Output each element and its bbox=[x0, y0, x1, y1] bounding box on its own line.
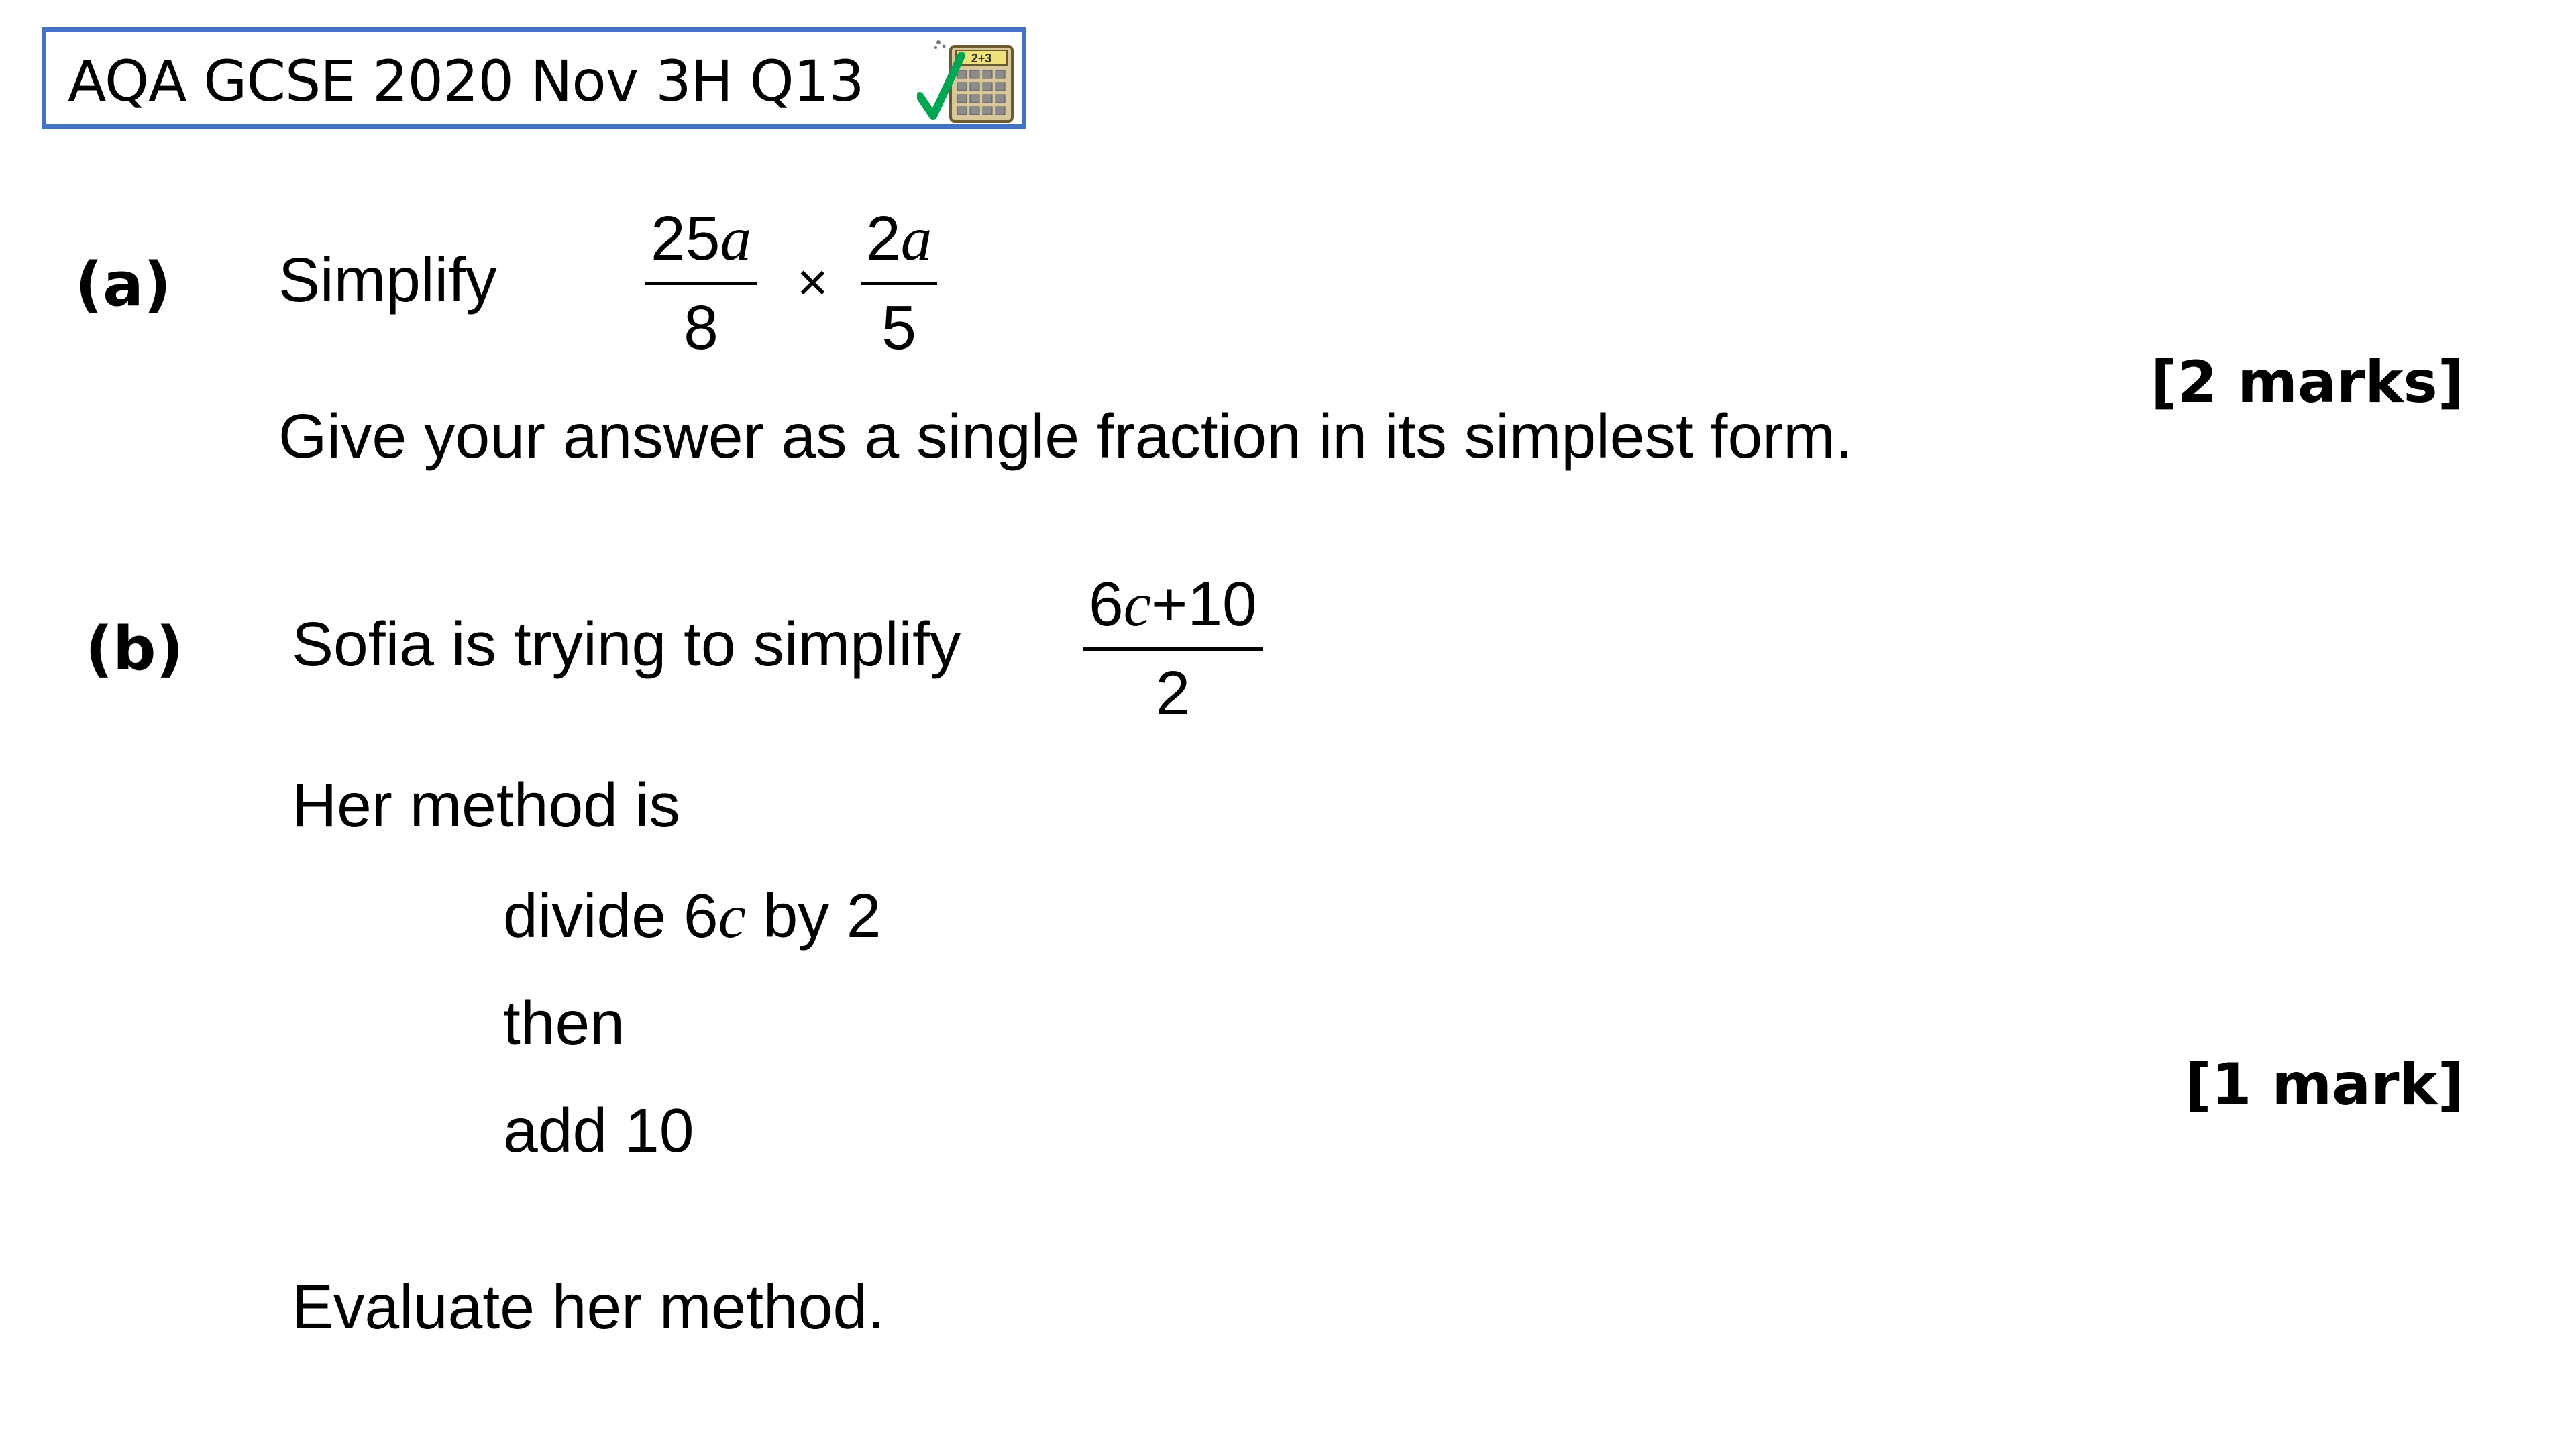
method-step-2: then bbox=[503, 988, 625, 1058]
multiply-operator: × bbox=[797, 252, 828, 312]
fraction-bar bbox=[1083, 647, 1263, 651]
fraction-1-denominator: 8 bbox=[684, 292, 718, 362]
part-a-marks: [2 marks] bbox=[2151, 349, 2464, 416]
fraction-bar bbox=[861, 282, 937, 285]
part-b-intro: Sofia is trying to simplify bbox=[292, 609, 961, 679]
fraction-bar bbox=[645, 282, 757, 285]
part-a-label: (a) bbox=[75, 250, 171, 320]
method-intro: Her method is bbox=[292, 770, 680, 840]
fraction-2-numerator: 2a bbox=[866, 203, 932, 274]
calculator-allowed-icon bbox=[917, 37, 1018, 124]
method-step-3: add 10 bbox=[503, 1095, 694, 1165]
part-a-fraction-1 bbox=[645, 201, 757, 364]
part-b-fraction bbox=[1083, 567, 1263, 730]
part-b-marks: [1 mark] bbox=[2185, 1051, 2464, 1118]
calculator-display-text: 2+3 bbox=[971, 52, 992, 65]
part-a-note: Give your answer as a single fraction in its simplest form. bbox=[278, 401, 1853, 471]
fraction-numerator: 6c+10 bbox=[1089, 569, 1257, 639]
question-title: AQA GCSE 2020 Nov 3H Q13 bbox=[68, 48, 864, 114]
method-step-1: divide 6c by 2 bbox=[503, 881, 881, 951]
fraction-1-numerator: 25a bbox=[651, 203, 751, 274]
part-a-fraction-2 bbox=[861, 201, 937, 364]
question-header bbox=[42, 27, 1026, 129]
part-b-label: (b) bbox=[85, 614, 184, 684]
part-a-instruction: Simplify bbox=[278, 245, 497, 315]
fraction-denominator: 2 bbox=[1155, 658, 1191, 728]
fraction-2-denominator: 5 bbox=[881, 292, 916, 362]
part-b-task: Evaluate her method. bbox=[292, 1272, 885, 1342]
